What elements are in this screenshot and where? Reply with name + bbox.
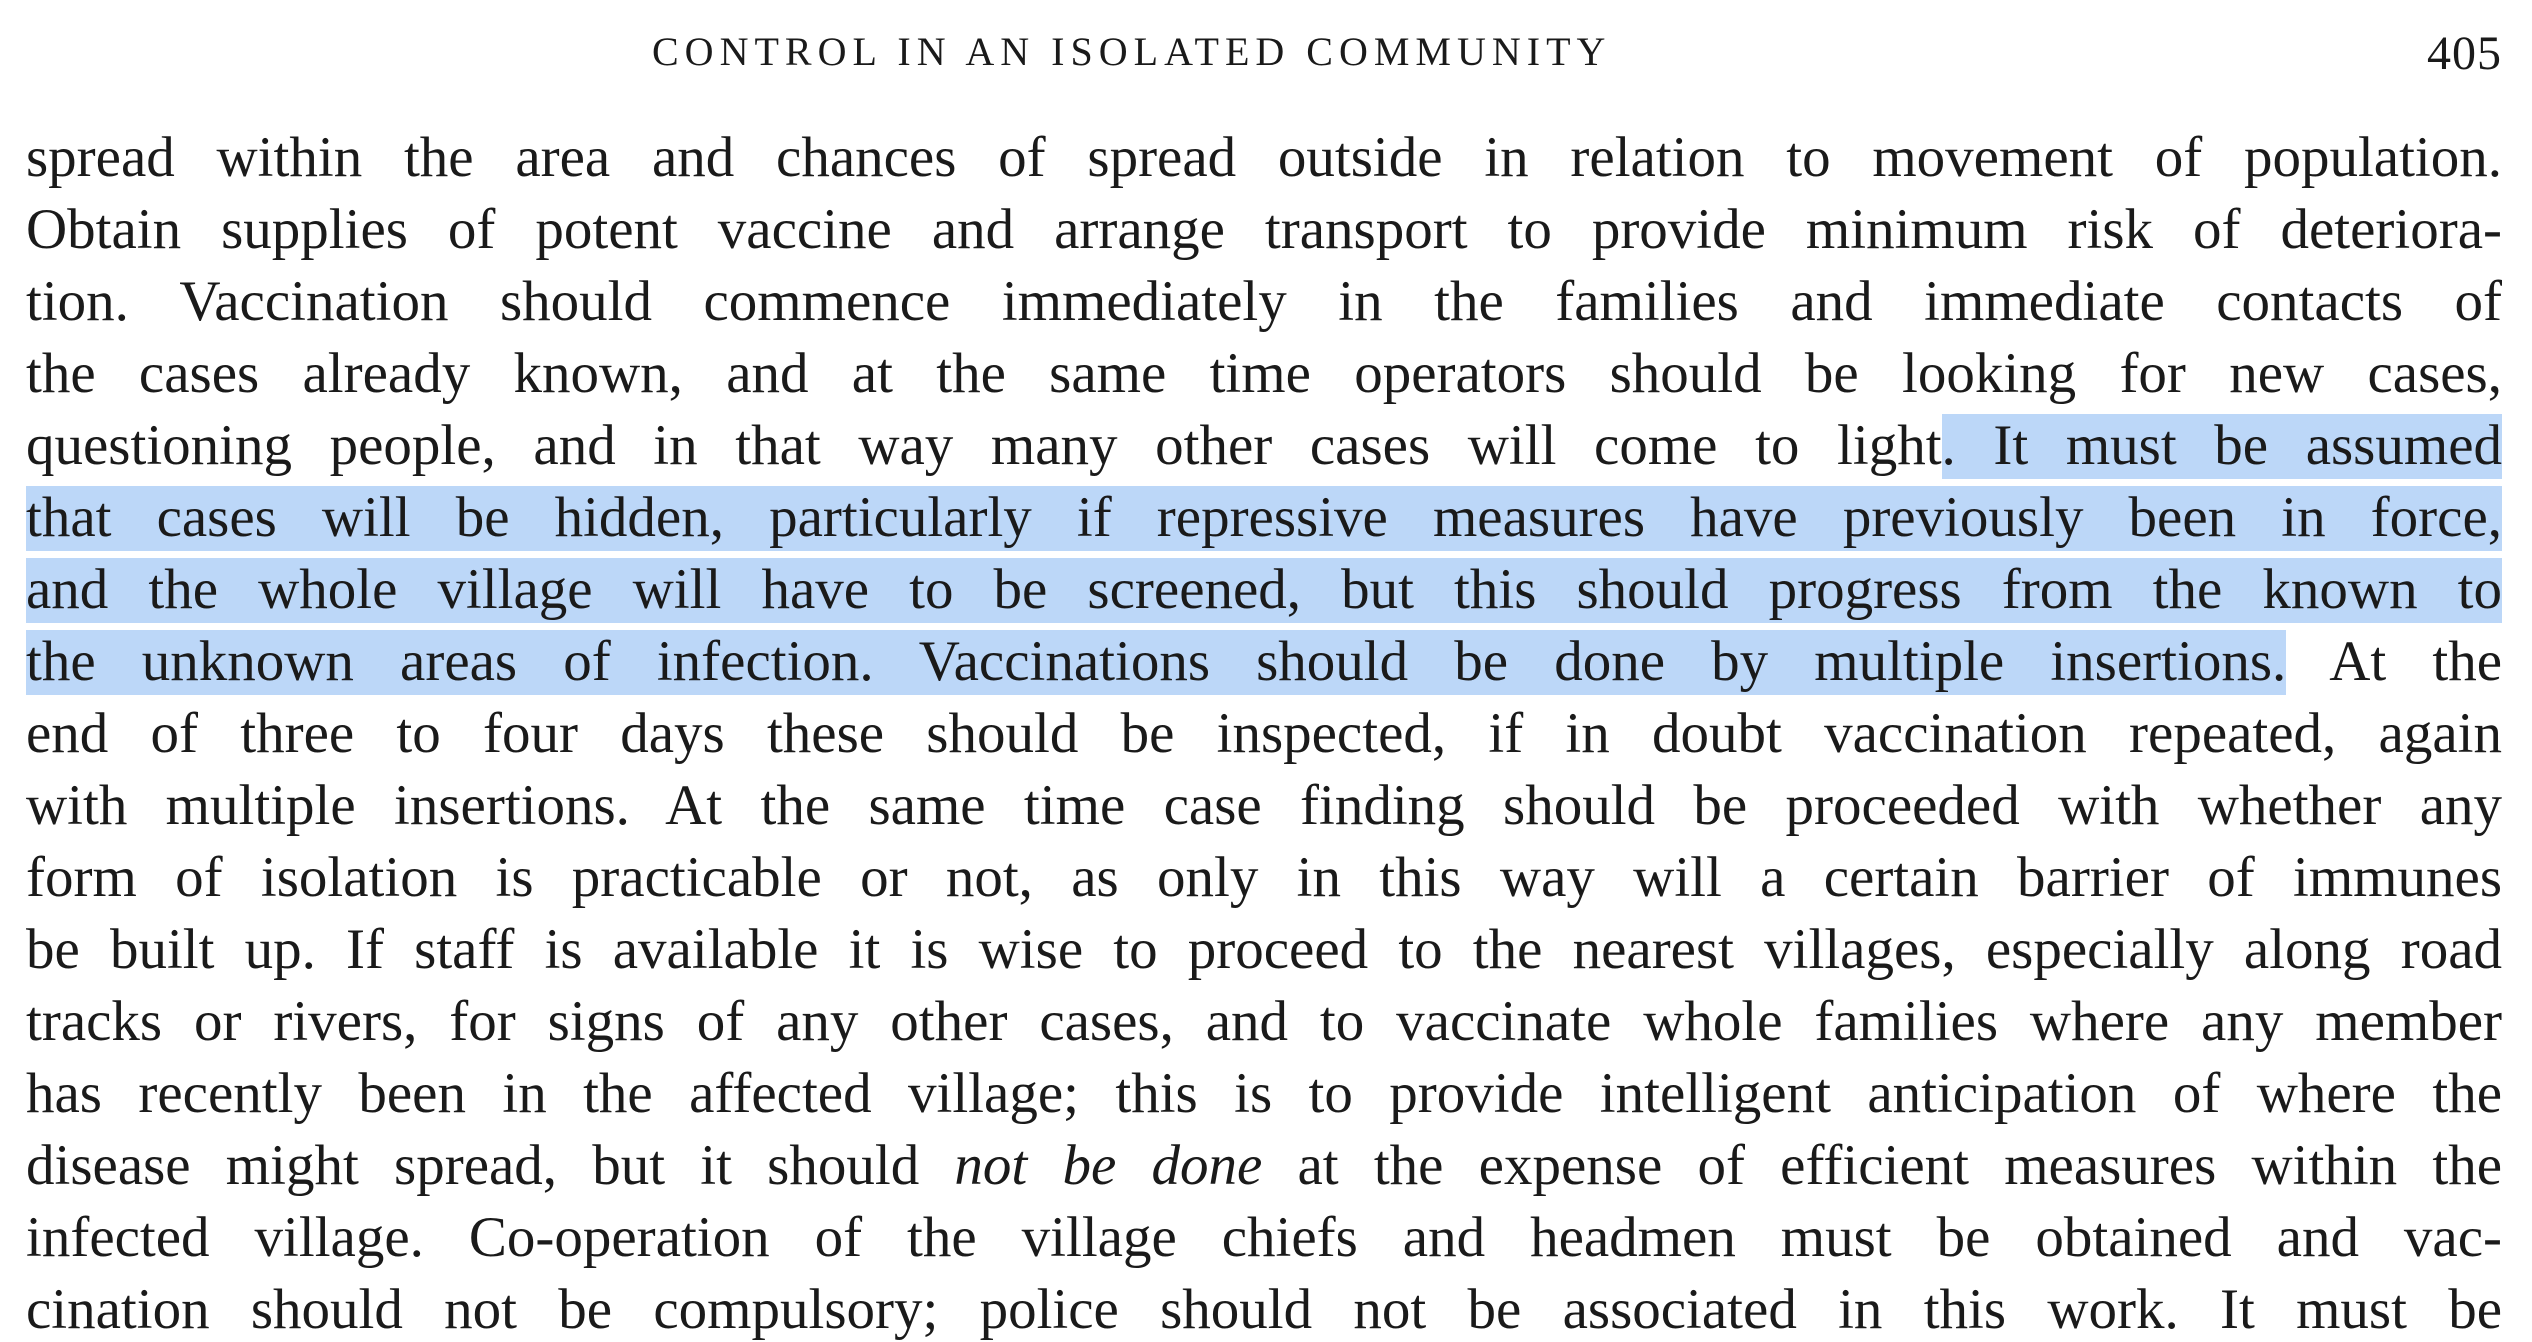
text-line bbox=[26, 1202, 2502, 1274]
text-line bbox=[26, 338, 2502, 410]
text-line bbox=[26, 986, 2502, 1058]
line-text: cination should not be compulsory; police should not be associated in this work. It must be bbox=[26, 1278, 2502, 1341]
line-text: tracks or rivers, for signs of any other cases, and to vaccinate whole families where any member bbox=[26, 990, 2502, 1053]
text-line bbox=[26, 770, 2502, 842]
text-line bbox=[26, 266, 2502, 338]
text-line bbox=[26, 554, 2502, 626]
line-text: be built up. If staff is available it is wise to proceed to the nearest villages, especially along road bbox=[26, 918, 2502, 981]
line-text: with multiple insertions. At the same time case finding should be proceeded with whether any bbox=[26, 774, 2502, 837]
line-text: At the bbox=[2286, 630, 2503, 693]
line-text: disease might spread, but it should bbox=[26, 1134, 955, 1197]
page-header bbox=[0, 22, 2532, 82]
text-line bbox=[26, 1130, 2502, 1202]
line-text: tion. Vaccination should commence immediately in the families and immediate contacts of bbox=[26, 270, 2502, 333]
body-paragraph bbox=[26, 122, 2502, 1342]
text-line bbox=[26, 914, 2502, 986]
line-text: at the expense of efficient measures within the bbox=[1262, 1134, 2502, 1197]
text-line bbox=[26, 698, 2502, 770]
page-number: 405 bbox=[2427, 27, 2502, 80]
text-line bbox=[26, 410, 2502, 482]
highlighted-text[interactable]: . It must be assumed bbox=[1941, 414, 2502, 477]
line-text: has recently been in the affected village; this is to provide intelligent anticipation of where the bbox=[26, 1062, 2502, 1125]
line-text: end of three to four days these should be inspected, if in doubt vaccination repeated, again bbox=[26, 702, 2502, 765]
text-line bbox=[26, 842, 2502, 914]
line-text: the cases already known, and at the same time operators should be looking for new cases, bbox=[26, 342, 2502, 405]
text-line bbox=[26, 626, 2502, 698]
text-line bbox=[26, 482, 2502, 554]
text-line bbox=[26, 122, 2502, 194]
text-line bbox=[26, 1058, 2502, 1130]
text-line bbox=[26, 1274, 2502, 1342]
line-text: infected village. Co-operation of the village chiefs and headmen must be obtained and vac- bbox=[26, 1206, 2502, 1269]
highlighted-text[interactable]: that cases will be hidden, particularly if repressive measures have previously been in force, bbox=[26, 486, 2502, 549]
highlighted-text[interactable]: and the whole village will have to be screened, but this should progress from the known to bbox=[26, 558, 2502, 621]
line-text: form of isolation is practicable or not, as only in this way will a certain barrier of immunes bbox=[26, 846, 2502, 909]
running-title: CONTROL IN AN ISOLATED COMMUNITY bbox=[652, 29, 1612, 74]
line-text: Obtain supplies of potent vaccine and arrange transport to provide minimum risk of deteriora- bbox=[26, 198, 2502, 261]
line-text: questioning people, and in that way many other cases will come to light bbox=[26, 414, 1942, 477]
line-text: spread within the area and chances of spread outside in relation to movement of population. bbox=[26, 126, 2502, 189]
text-line bbox=[26, 194, 2502, 266]
emphasis-text: not be done bbox=[954, 1134, 1263, 1197]
highlighted-text[interactable]: the unknown areas of infection. Vaccinations should be done by multiple insertions. bbox=[26, 630, 2287, 693]
